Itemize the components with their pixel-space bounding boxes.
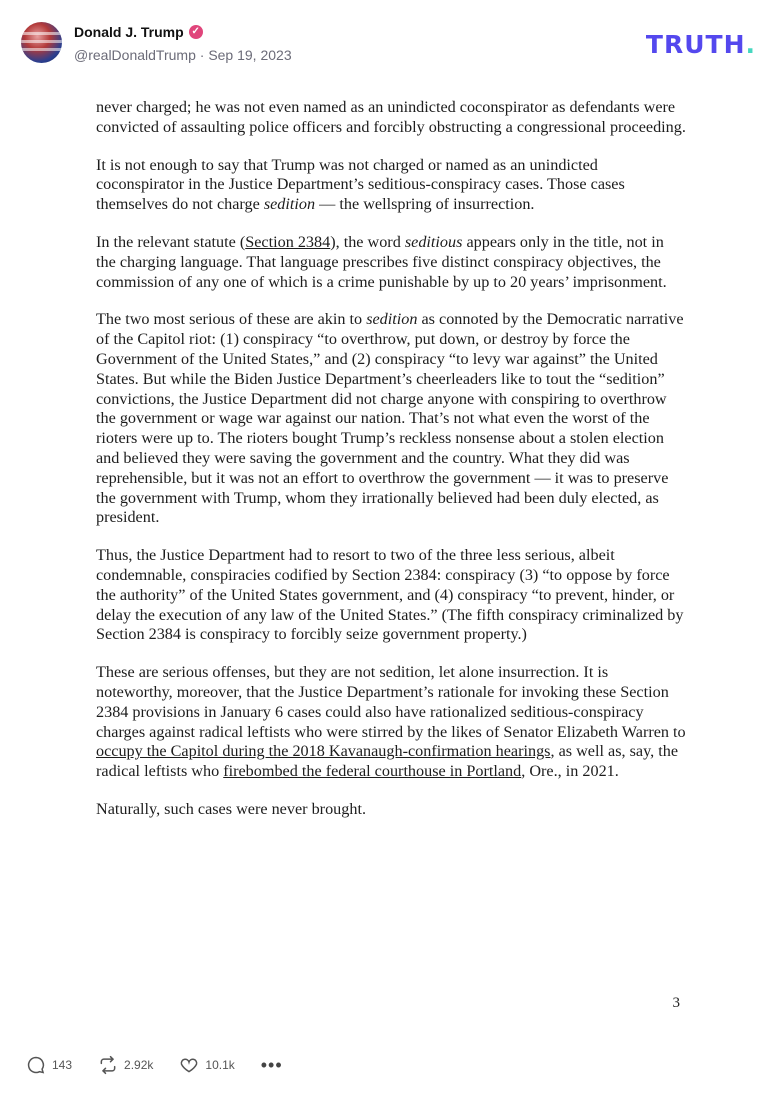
- doc-paragraph-7: Naturally, such cases were never brought.: [96, 799, 366, 818]
- post-meta: [74, 47, 292, 63]
- retruth-button[interactable]: [98, 1055, 153, 1075]
- truth-logo[interactable]: [646, 30, 756, 59]
- emphasis: seditious: [404, 232, 463, 251]
- logo-dot: .: [745, 30, 756, 59]
- like-button[interactable]: [179, 1055, 234, 1075]
- verified-badge-icon: ✓: [189, 25, 203, 39]
- doc-link-occupy-capitol: occupy the Capitol during the 2018 Kavanaugh-confirmation hearings: [96, 742, 551, 761]
- meta-separator: ·: [199, 47, 205, 63]
- emphasis: sedition: [366, 310, 418, 329]
- reply-button[interactable]: [26, 1055, 72, 1075]
- post-actions: [26, 1054, 283, 1076]
- page-number: 3: [672, 995, 680, 1011]
- doc-paragraph-4: The two most serious of these are akin to sedition as connoted by the Democratic narrative of the Capitol riot: (1) conspiracy “to overthrow, put down, or destroy by force the Government of the United States,” and (2) conspiracy “to levy war against” the United States. But while the Biden Justice Department’s cheerleaders like to tout the “sedition” convictions, the Justice Department did not charge anyone with conspiring to overthrow the government or wage war against our nation. That’s not what even the worst of the rioters were up to. The rioters bought Trump’s reckless nonsense about a stolen election and believed they were saving the government and the country. What they did was reprehensible, but it was not an effort to overthrow the government — it was to preserve the government with Trump, whom they irrationally believed had been duly elected, as president.: [96, 310, 684, 527]
- doc-link-firebombed-courthouse: firebombed the federal courthouse in Portland: [223, 762, 522, 781]
- doc-paragraph-3: In the relevant statute (Section 2384), the word seditious appears only in the title, not in the charging language. That language prescribes five distinct conspiracy objectives, the commission of any one of which is a crime punishable by up to 20 years’ imprisonment.: [96, 232, 667, 291]
- author-handle[interactable]: @realDonaldTrump: [74, 47, 196, 63]
- post-date[interactable]: Sep 19, 2023: [208, 47, 292, 63]
- retruth-icon: [98, 1055, 118, 1075]
- doc-paragraph-6: These are serious offenses, but they are not sedition, let alone insurrection. It is noteworthy, moreover, that the Justice Department’s rationale for invoking these Section 2384 provisions in January 6 cases could also have rationalized seditious-conspiracy charges against radical leftists who were stirred by the likes of Senator Elizabeth Warren to occupy the Capitol during the 2018 Kavanaugh-confirmation hearings, as well as, say, the radical leftists who firebombed the federal courthouse in Portland, Ore., in 2021.: [96, 663, 686, 781]
- reply-icon: [26, 1055, 46, 1075]
- retruth-count: 2.92k: [124, 1058, 154, 1072]
- attached-document-image[interactable]: [84, 98, 694, 1028]
- heart-icon: [179, 1055, 199, 1075]
- doc-paragraph-5: Thus, the Justice Department had to resort to two of the three less serious, albeit condemnable, conspiracies codified by Section 2384: conspiracy (3) “to oppose by force the authority” of the United States government, and (4) conspiracy “to prevent, hinder, or delay the execution of any law of the United States.” (The fifth conspiracy criminalized by Section 2384 is conspiracy to forcibly seize government property.): [96, 546, 684, 644]
- emphasis: sedition: [263, 195, 316, 214]
- doc-paragraph-2: It is not enough to say that Trump was not charged or named as an unindicted coconspirator in the Justice Department’s seditious-conspiracy cases. Those cases themselves do not charge sedition — the wellspring of insurrection.: [96, 155, 625, 214]
- more-icon[interactable]: •••: [260, 1054, 283, 1075]
- author-name[interactable]: [74, 24, 203, 40]
- doc-paragraph-1: never charged; he was not even named as an unindicted coconspirator as defendants were convicted of assaulting police officers and forcibly obstructing a congressional proceeding.: [96, 98, 686, 136]
- like-count: 10.1k: [205, 1058, 235, 1072]
- author-name-text[interactable]: Donald J. Trump: [74, 24, 184, 40]
- doc-link-section-2384: Section 2384: [245, 232, 331, 251]
- reply-count: 143: [52, 1058, 73, 1072]
- post-header: [0, 0, 777, 80]
- logo-text: TRUTH: [645, 30, 746, 59]
- avatar[interactable]: [21, 22, 62, 63]
